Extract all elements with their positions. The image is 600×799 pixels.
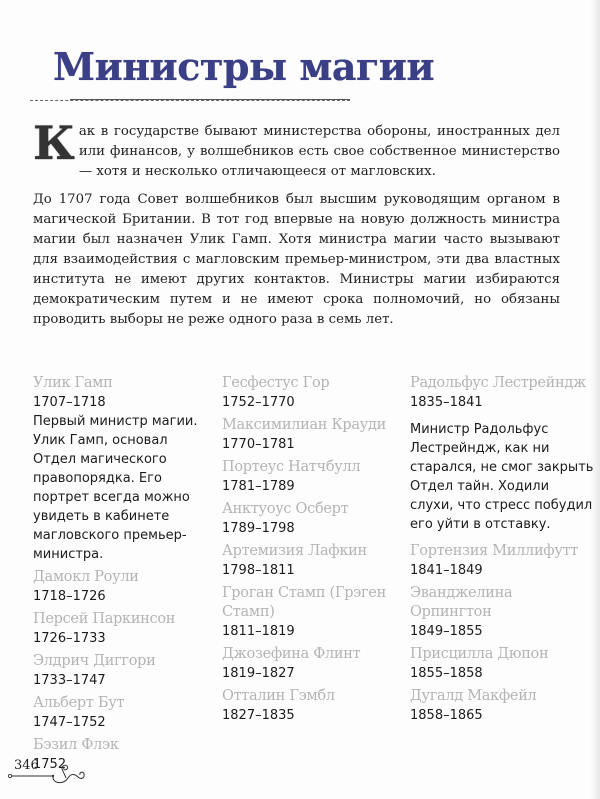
- minister-entry: [33, 694, 213, 732]
- minister-entry: [410, 584, 595, 641]
- minister-years: 1707–1718: [33, 395, 106, 410]
- minister-name: Гортензия Миллифутт: [410, 543, 579, 559]
- minister-description: Министр Радольфус Лестрейндж, как ни старался, не смог закрыть Отдел тайн. Ходили слухи, что стресс побудил его уйти в отставку.: [410, 422, 594, 532]
- minister-entry: [410, 687, 595, 725]
- minister-years: 1855–1858: [410, 666, 483, 681]
- minister-years: 1752–1770: [222, 395, 295, 410]
- minister-name: Персей Паркинсон: [33, 611, 176, 627]
- minister-years: 1770–1781: [222, 437, 295, 452]
- minister-years: 1841–1849: [410, 563, 483, 578]
- minister-name: Отталин Гэмбл: [222, 688, 335, 704]
- minister-entry: [222, 458, 402, 496]
- minister-entry: [222, 687, 402, 725]
- minister-entry: [410, 645, 595, 683]
- ministers-column-3: [410, 374, 595, 729]
- minister-years: 1781–1789: [222, 479, 295, 494]
- minister-name: Улик Гамп: [33, 375, 113, 391]
- minister-name: Артемизия Лафкин: [222, 543, 367, 559]
- minister-name: Анктуоус Осберт: [222, 501, 349, 517]
- title-underline-divider: [30, 97, 350, 101]
- minister-entry: [33, 652, 213, 690]
- minister-entry: [33, 568, 213, 606]
- ministers-column-2: [222, 374, 402, 729]
- intro-text: [33, 116, 560, 330]
- minister-years: 1718–1726: [33, 589, 106, 604]
- minister-entry: [33, 374, 213, 564]
- minister-name: Альберт Бут: [33, 695, 125, 711]
- intro-paragraph-1-text: ак в государстве бывают министерства обороны, иностранных дел или финансов, у волшебников есть свое собственное министерство — хотя и несколько отличающееся от магловских.: [78, 124, 560, 179]
- minister-name: Радольфус Лестрейндж: [410, 375, 587, 391]
- minister-years: 1811–1819: [222, 624, 295, 639]
- minister-years: 1819–1827: [222, 666, 295, 681]
- minister-name: Дамокл Роули: [33, 569, 139, 585]
- ministers-column-1: [33, 374, 213, 778]
- minister-years: 1733–1747: [33, 673, 106, 688]
- minister-name: Максимилиан Крауди: [222, 417, 386, 433]
- intro-paragraph-1: [33, 116, 560, 182]
- minister-entry: [410, 374, 595, 534]
- minister-years: 1789–1798: [222, 521, 295, 536]
- page-footer: [8, 758, 88, 788]
- minister-entry: [222, 374, 402, 412]
- minister-years: 1849–1855: [410, 624, 483, 639]
- minister-name: Джозефина Флинт: [222, 646, 361, 662]
- minister-description: Первый министр магии. Улик Гамп, основал Отдел магического правопорядка. Его портрет всегда можно увидеть в кабинете магловского премьер-министра.: [33, 414, 198, 562]
- page-title: Министры магии: [53, 44, 435, 89]
- minister-years: 1798–1811: [222, 563, 295, 578]
- minister-name: Дугалд Макфейл: [410, 688, 537, 704]
- minister-entry: [222, 500, 402, 538]
- minister-years: 1835–1841: [410, 395, 483, 410]
- minister-years: 1858–1865: [410, 708, 483, 723]
- minister-entry: [222, 542, 402, 580]
- minister-name: Гроган Стамп (Грэген Стамп): [222, 585, 386, 620]
- minister-entry: [222, 416, 402, 454]
- minister-entry: [410, 542, 595, 580]
- scroll-flourish-icon: [8, 758, 88, 788]
- minister-name: Гесфестус Гор: [222, 375, 330, 391]
- drop-cap: К: [33, 116, 75, 170]
- minister-name: Эванджелина Орпингтон: [410, 585, 513, 620]
- minister-years: 1752: [33, 757, 67, 772]
- intro-paragraph-2: До 1707 года Совет волшебников был высшим руководящим органом в магической Британии. В тот год впервые на новую должность министра магии был назначен Улик Гамп. Хотя министра магии часто вызывают для взаимодействия с магловским премьер-министром, эти два властных института не имеют других контактов. Министры магии избираются демократическим путем и не имеют срока полномочий, но обязаны проводить выборы не реже одного раза в семь лет.: [33, 192, 560, 327]
- minister-years: 1827–1835: [222, 708, 295, 723]
- minister-name: Присцилла Дюпон: [410, 646, 549, 662]
- minister-name: Портеус Натчбулл: [222, 459, 361, 475]
- minister-name: Элдрич Диггори: [33, 653, 156, 669]
- minister-entry: [33, 610, 213, 648]
- minister-name: Бэзил Флэк: [33, 737, 119, 753]
- minister-years: 1747–1752: [33, 715, 106, 730]
- minister-years: 1726–1733: [33, 631, 106, 646]
- minister-entry: [222, 584, 402, 641]
- minister-entry: [222, 645, 402, 683]
- page-number: 346: [14, 758, 39, 773]
